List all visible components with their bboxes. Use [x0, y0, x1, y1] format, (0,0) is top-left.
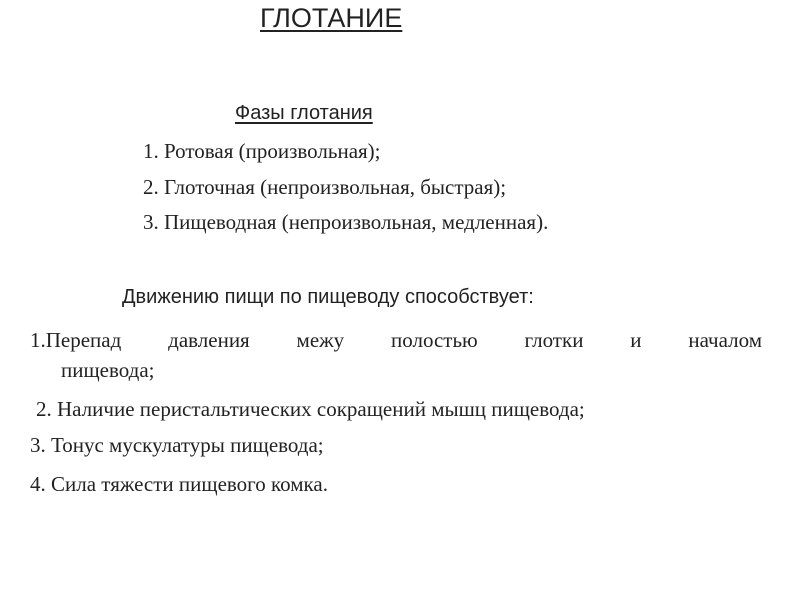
factor-item-1: 1.Перепад давления межу полостью глотки и началом: [30, 328, 762, 352]
movement-heading: Движению пищи по пищеводу способствует:: [122, 286, 534, 308]
phase-item-2: 2. Глоточная (непроизвольная, быстрая);: [143, 175, 507, 199]
factor-item-4: 4. Сила тяжести пищевого комка.: [30, 472, 328, 496]
phase-item-3: 3. Пищеводная (непроизвольная, медленная).: [143, 210, 549, 234]
factor-item-1-continuation: пищевода;: [61, 358, 155, 382]
slide-title: ГЛОТАНИЕ: [260, 3, 403, 33]
phases-heading: Фазы глотания: [235, 102, 373, 124]
factor-item-3: 3. Тонус мускулатуры пищевода;: [30, 433, 324, 457]
factor-item-2: 2. Наличие перистальтических сокращений мышц пищевода;: [36, 397, 585, 421]
phase-item-1: 1. Ротовая (произвольная);: [143, 139, 381, 163]
